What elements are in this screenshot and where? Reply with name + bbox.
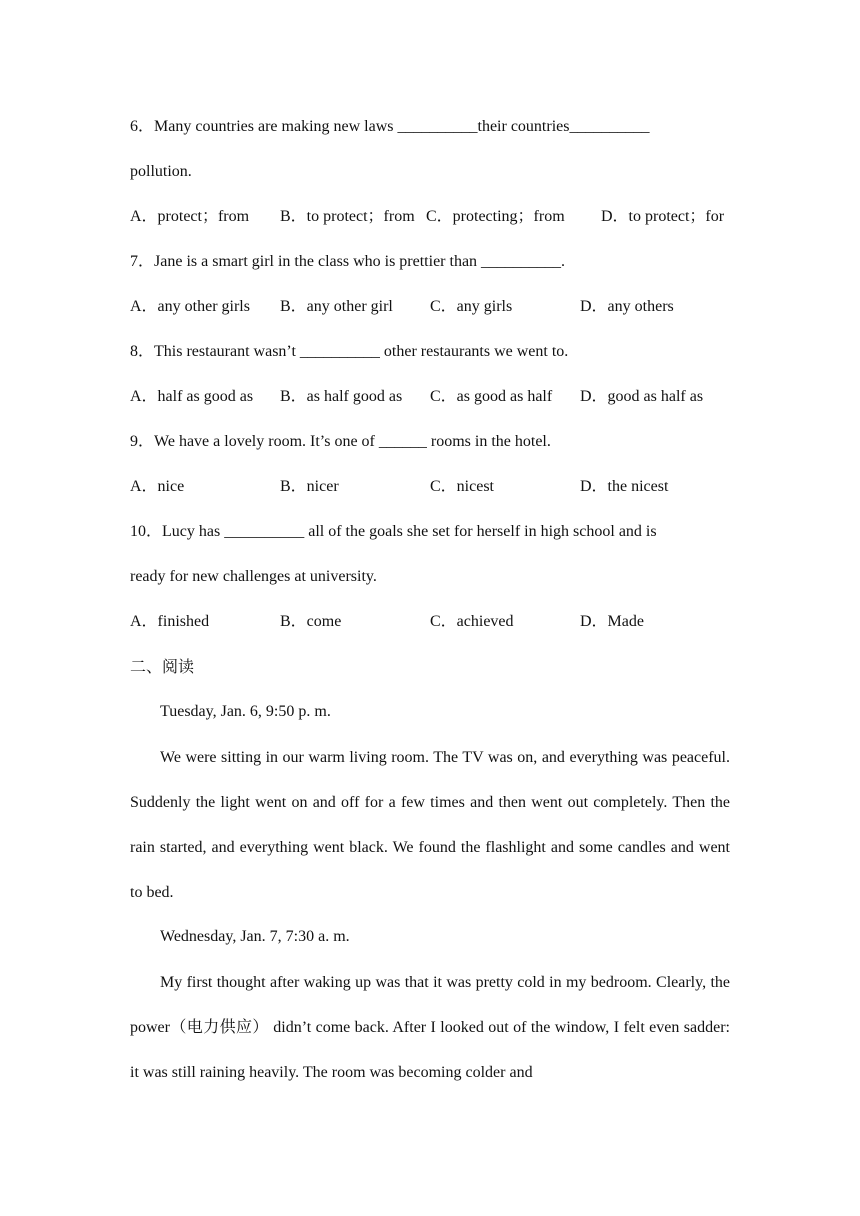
- section-heading: 二、阅读: [130, 657, 195, 676]
- question-8-option-c[interactable]: C．as good as half: [430, 388, 553, 405]
- question-7-option-d[interactable]: D．any others: [580, 298, 674, 315]
- question-8-number: 8．: [130, 343, 155, 360]
- question-6-option-d[interactable]: D．to protect；for: [601, 208, 725, 225]
- question-7-option-a[interactable]: A．any other girls: [130, 298, 250, 315]
- question-9-option-a[interactable]: A．nice: [130, 478, 185, 495]
- question-6-line-1: [130, 117, 649, 137]
- question-8-option-a[interactable]: A．half as good as: [130, 388, 254, 405]
- entry-2-paragraph: My first thought after waking up was that it was pretty cold in my bedroom. Clearly, the power（电力供应） didn’t come back. After I looked out of the window, I felt even sadder: it was still raining heavily. The room was becoming colder and: [130, 974, 730, 1081]
- question-8-line-1: [130, 342, 568, 362]
- question-7-line-1: [130, 252, 565, 272]
- question-10-line-1: [130, 522, 657, 542]
- question-7-text-1: Jane is a smart girl in the class who is prettier than __________.: [154, 253, 566, 270]
- question-9-option-d[interactable]: D．the nicest: [580, 478, 669, 495]
- question-7-number: 7．: [130, 253, 155, 270]
- question-6-option-a[interactable]: A．protect；from: [130, 208, 250, 225]
- question-7-options: [130, 297, 740, 317]
- entry-1-paragraph: We were sitting in our warm living room. The TV was on, and everything was peaceful. Suddenly the light went on and off for a few times and then went out completely. Then the rain started, and everything went black. We found the flashlight and some candles and went to bed.: [130, 749, 730, 901]
- question-6-text-1: Many countries are making new laws __________their countries__________: [154, 118, 650, 135]
- question-9-text-1: We have a lovely room. It’s one of ______ rooms in the hotel.: [154, 433, 551, 450]
- question-9-number: 9．: [130, 433, 155, 450]
- question-7-option-b[interactable]: B．any other girl: [280, 298, 393, 315]
- question-10-text-1: Lucy has __________ all of the goals she set for herself in high school and is: [162, 523, 657, 540]
- question-10-options: [130, 612, 740, 632]
- entry-2-date: Wednesday, Jan. 7, 7:30 a. m.: [160, 928, 350, 945]
- question-10-text-2: ready for new challenges at university.: [130, 568, 377, 585]
- question-10-option-d[interactable]: D．Made: [580, 613, 644, 630]
- question-10-number: 10．: [130, 523, 163, 540]
- question-9-option-c[interactable]: C．nicest: [430, 478, 494, 495]
- question-8-options: [130, 387, 740, 407]
- question-10-option-b[interactable]: B．come: [280, 613, 342, 630]
- question-6-option-b[interactable]: B．to protect；from: [280, 208, 415, 225]
- question-6-option-c[interactable]: C．protecting；from: [426, 208, 565, 225]
- question-7-option-c[interactable]: C．any girls: [430, 298, 513, 315]
- question-8-text-1: This restaurant wasn’t __________ other restaurants we went to.: [154, 343, 569, 360]
- question-9-option-b[interactable]: B．nicer: [280, 478, 339, 495]
- question-8-option-b[interactable]: B．as half good as: [280, 388, 403, 405]
- question-9-options: [130, 477, 740, 497]
- question-6-text-2: pollution.: [130, 163, 192, 180]
- question-8-option-d[interactable]: D．good as half as: [580, 388, 704, 405]
- question-10-option-a[interactable]: A．finished: [130, 613, 210, 630]
- question-6-options: [130, 207, 740, 227]
- entry-1-date: Tuesday, Jan. 6, 9:50 p. m.: [160, 703, 331, 720]
- question-10-option-c[interactable]: C．achieved: [430, 613, 514, 630]
- question-9-line-1: [130, 432, 551, 452]
- question-6-number: 6．: [130, 118, 155, 135]
